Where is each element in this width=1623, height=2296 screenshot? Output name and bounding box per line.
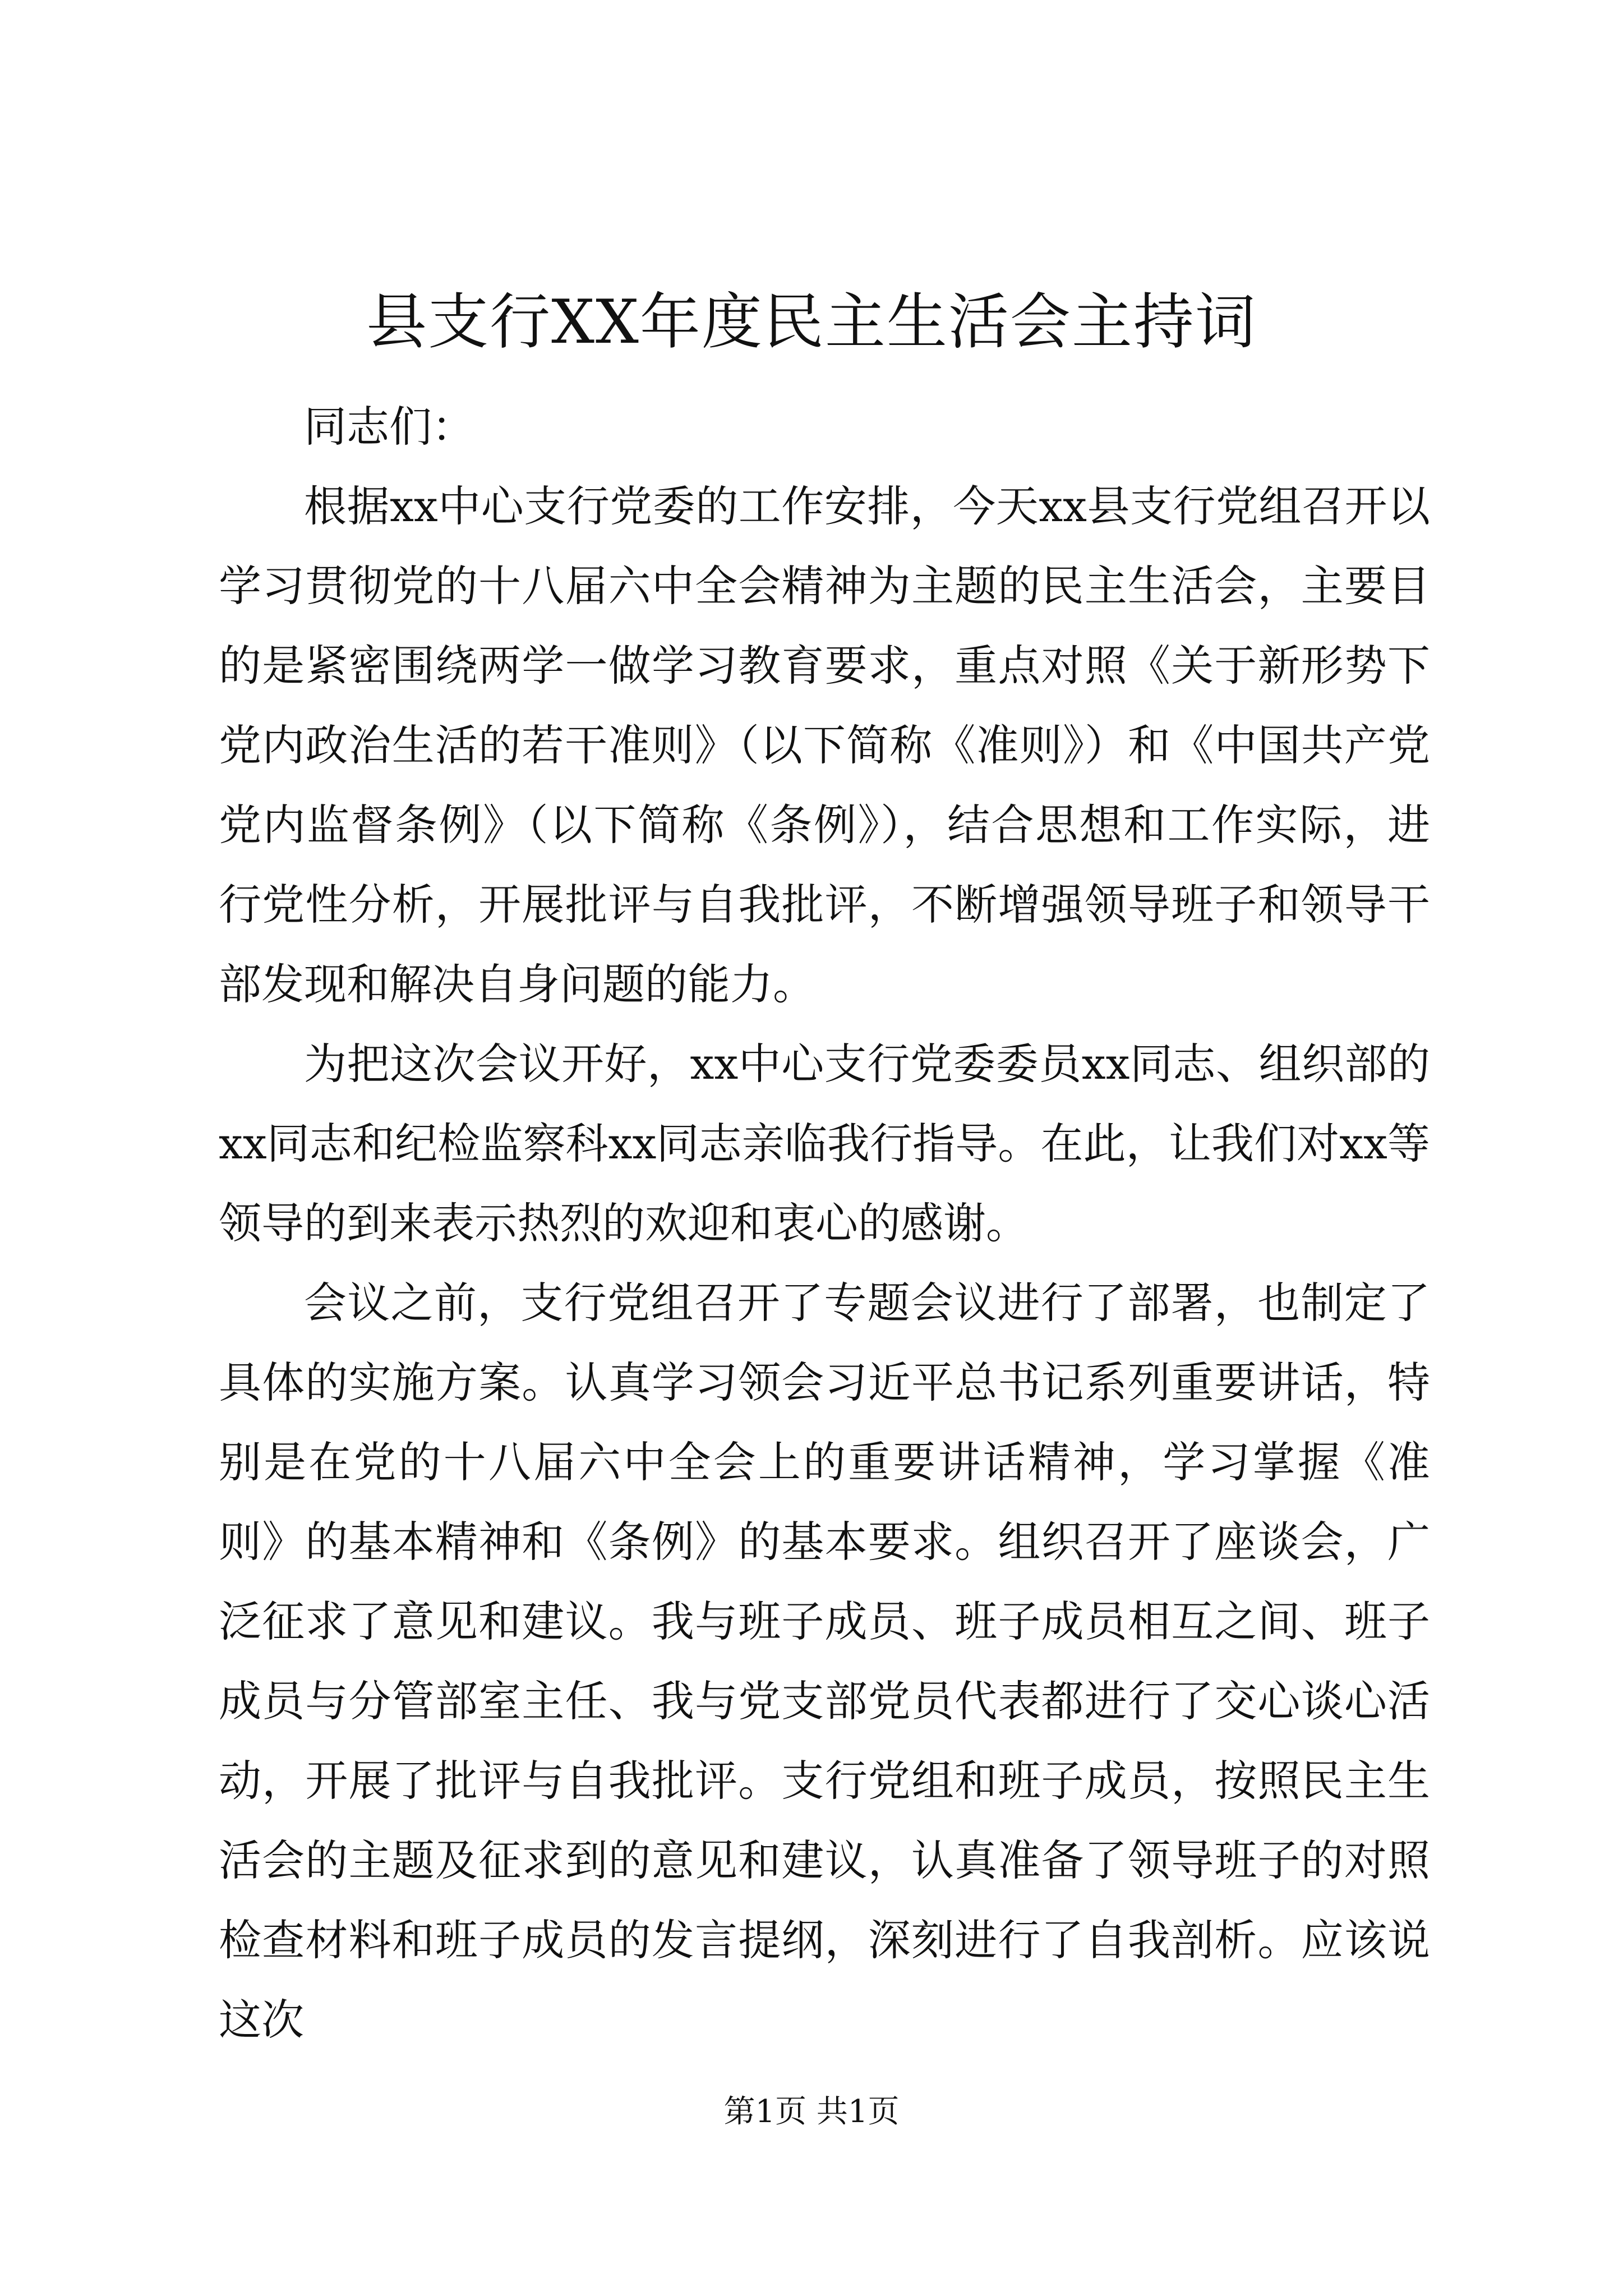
page-footer: 第1页 共1页: [723, 2093, 900, 2130]
salutation: 同志们：: [304, 402, 474, 452]
paragraph-3: 会议之前，支行党组召开了专题会议进行了部署，也制定了具体的实施方案。认真学习领会习近平总书记系列重要讲话，特别是在党的十八届六中全会上的重要讲话精神，学习掌握《准则》的基本精神和《条例》的基本要求。组织召开了座谈会，广泛征求了意见和建议。我与班子成员、班子成员相互之间、班子成员与分管部室主任、我与党支部党员代表都进行了交心谈心活动，开展了批评与自我批评。支行党组和班子成员，按照民主生活会的主题及征求到的意见和建议，认真准备了领导班子的对照检查材料和班子成员的发言提纲，深刻进行了自我剖析。应该说这次: [219, 1278, 1430, 2045]
paragraph-2: 为把这次会议开好，xx中心支行党委委员xx同志、组织部的xx同志和纪检监察科xx同志亲临我行指导。在此，让我们对xx等领导的到来表示热烈的欢迎和衷心的感谢。: [219, 1039, 1430, 1248]
document-body: [219, 387, 1430, 2060]
document-title: 县支行XX年度民主生活会主持词: [366, 287, 1257, 357]
paragraph-1: 根据xx中心支行党委的工作安排，今天xx县支行党组召开以学习贯彻党的十八届六中全会精神为主题的民主生活会，主要目的是紧密围绕两学一做学习教育要求，重点对照《关于新形势下党内政治生活的若干准则》（以下简称《准则》）和《中国共产党党内监督条例》（以下简称《条例》），结合思想和工作实际，进行党性分析，开展批评与自我批评，不断增强领导班子和领导干部发现和解决自身问题的能力。: [219, 481, 1430, 1009]
